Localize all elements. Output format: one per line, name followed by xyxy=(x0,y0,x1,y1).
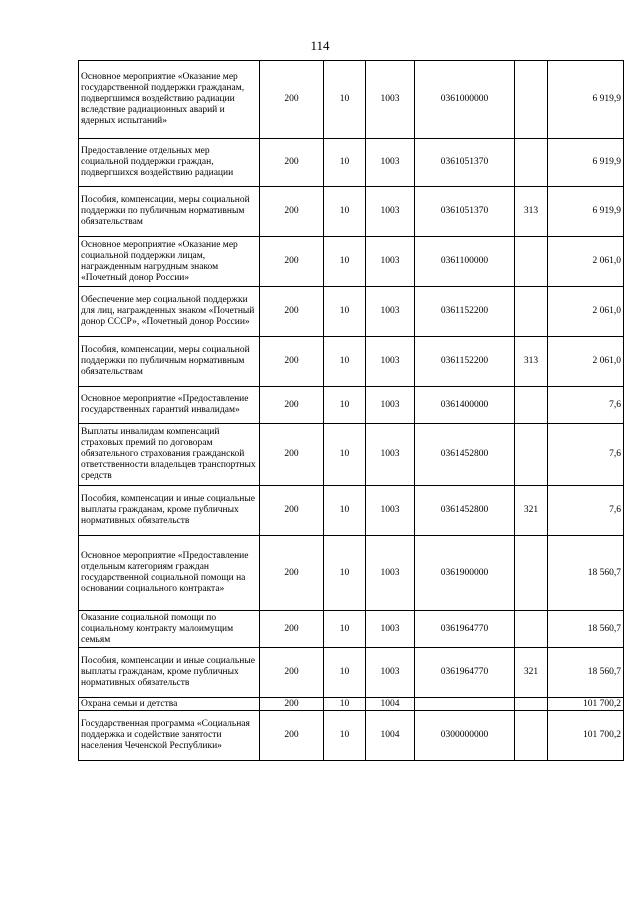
cell-target-article: 0361452800 xyxy=(415,424,515,486)
cell-ministry: 200 xyxy=(260,337,324,387)
cell-target-article: 0361152200 xyxy=(415,287,515,337)
cell-amount: 101 700,2 xyxy=(548,698,624,711)
table-row xyxy=(79,536,624,611)
cell-amount: 6 919,9 xyxy=(548,187,624,237)
cell-target-article: 0361964770 xyxy=(415,648,515,698)
cell-amount: 2 061,0 xyxy=(548,237,624,287)
cell-ministry: 200 xyxy=(260,287,324,337)
cell-target-article: 0361051370 xyxy=(415,139,515,187)
cell-amount: 7,6 xyxy=(548,387,624,424)
cell-expense-type xyxy=(515,237,548,287)
cell-section: 10 xyxy=(324,711,366,761)
cell-amount: 6 919,9 xyxy=(548,61,624,139)
cell-ministry: 200 xyxy=(260,698,324,711)
cell-subsection: 1003 xyxy=(366,611,415,648)
cell-section: 10 xyxy=(324,61,366,139)
cell-subsection: 1003 xyxy=(366,139,415,187)
table-row xyxy=(79,337,624,387)
cell-amount: 2 061,0 xyxy=(548,287,624,337)
table-row xyxy=(79,486,624,536)
cell-name: Пособия, компенсации и иные социальные выплаты гражданам, кроме публичных нормативных обязательств xyxy=(79,486,260,536)
cell-ministry: 200 xyxy=(260,711,324,761)
cell-target-article: 0361964770 xyxy=(415,611,515,648)
cell-expense-type xyxy=(515,287,548,337)
cell-section: 10 xyxy=(324,287,366,337)
cell-expense-type xyxy=(515,139,548,187)
cell-target-article: 0361000000 xyxy=(415,61,515,139)
table-row xyxy=(79,187,624,237)
table-row xyxy=(79,237,624,287)
cell-ministry: 200 xyxy=(260,611,324,648)
cell-ministry: 200 xyxy=(260,648,324,698)
cell-section: 10 xyxy=(324,536,366,611)
cell-name: Основное мероприятие «Предоставление государственных гарантий инвалидам» xyxy=(79,387,260,424)
cell-subsection: 1003 xyxy=(366,337,415,387)
cell-amount: 18 560,7 xyxy=(548,611,624,648)
cell-section: 10 xyxy=(324,424,366,486)
cell-amount: 7,6 xyxy=(548,486,624,536)
cell-expense-type: 313 xyxy=(515,337,548,387)
cell-expense-type xyxy=(515,711,548,761)
cell-section: 10 xyxy=(324,611,366,648)
cell-ministry: 200 xyxy=(260,536,324,611)
cell-ministry: 200 xyxy=(260,387,324,424)
cell-ministry: 200 xyxy=(260,61,324,139)
cell-expense-type: 321 xyxy=(515,486,548,536)
cell-expense-type: 321 xyxy=(515,648,548,698)
cell-target-article xyxy=(415,698,515,711)
cell-ministry: 200 xyxy=(260,139,324,187)
budget-table xyxy=(78,60,624,761)
cell-subsection: 1003 xyxy=(366,287,415,337)
cell-name: Пособия, компенсации и иные социальные выплаты гражданам, кроме публичных нормативных обязательств xyxy=(79,648,260,698)
table-row xyxy=(79,611,624,648)
cell-ministry: 200 xyxy=(260,486,324,536)
cell-target-article: 0361900000 xyxy=(415,536,515,611)
cell-ministry: 200 xyxy=(260,187,324,237)
cell-name: Оказание социальной помощи по социальному контракту малоимущим семьям xyxy=(79,611,260,648)
cell-target-article: 0300000000 xyxy=(415,711,515,761)
cell-expense-type xyxy=(515,536,548,611)
cell-name: Основное мероприятие «Предоставление отдельным категориям граждан государственной социальной помощи на основании социального контракта» xyxy=(79,536,260,611)
cell-target-article: 0361051370 xyxy=(415,187,515,237)
cell-section: 10 xyxy=(324,648,366,698)
cell-name: Обеспечение мер социальной поддержки для лиц, награжденных знаком «Почетный донор СССР», «Почетный донор России» xyxy=(79,287,260,337)
cell-name: Основное мероприятие «Оказание мер социальной поддержки лицам, награжденным нагрудным знаком «Почетный донор России» xyxy=(79,237,260,287)
cell-section: 10 xyxy=(324,387,366,424)
cell-amount: 101 700,2 xyxy=(548,711,624,761)
table-row xyxy=(79,287,624,337)
table-row xyxy=(79,387,624,424)
cell-name: Охрана семьи и детства xyxy=(79,698,260,711)
cell-amount: 7,6 xyxy=(548,424,624,486)
cell-amount: 6 919,9 xyxy=(548,139,624,187)
cell-subsection: 1003 xyxy=(366,61,415,139)
cell-expense-type xyxy=(515,698,548,711)
table-row xyxy=(79,711,624,761)
cell-name: Предоставление отдельных мер социальной поддержки граждан, подвергшихся воздействию радиации xyxy=(79,139,260,187)
cell-subsection: 1003 xyxy=(366,424,415,486)
cell-target-article: 0361152200 xyxy=(415,337,515,387)
cell-section: 10 xyxy=(324,337,366,387)
cell-name: Выплаты инвалидам компенсаций страховых премий по договорам обязательного страхования гражданской ответственности владельцев транспортных средств xyxy=(79,424,260,486)
table-row xyxy=(79,61,624,139)
cell-subsection: 1003 xyxy=(366,648,415,698)
cell-expense-type xyxy=(515,387,548,424)
cell-expense-type xyxy=(515,61,548,139)
cell-name: Государственная программа «Социальная поддержка и содействие занятости населения Чеченской Республики» xyxy=(79,711,260,761)
table-row xyxy=(79,698,624,711)
cell-subsection: 1003 xyxy=(366,387,415,424)
cell-target-article: 0361100000 xyxy=(415,237,515,287)
cell-name: Пособия, компенсации, меры социальной поддержки по публичным нормативным обязательствам xyxy=(79,337,260,387)
cell-section: 10 xyxy=(324,237,366,287)
cell-subsection: 1004 xyxy=(366,698,415,711)
cell-amount: 2 061,0 xyxy=(548,337,624,387)
cell-amount: 18 560,7 xyxy=(548,648,624,698)
cell-subsection: 1003 xyxy=(366,486,415,536)
cell-expense-type xyxy=(515,611,548,648)
cell-expense-type xyxy=(515,424,548,486)
cell-subsection: 1003 xyxy=(366,237,415,287)
cell-subsection: 1004 xyxy=(366,711,415,761)
page-number: 114 xyxy=(310,38,330,53)
budget-table-body xyxy=(79,61,624,761)
cell-section: 10 xyxy=(324,187,366,237)
cell-subsection: 1003 xyxy=(366,187,415,237)
cell-amount: 18 560,7 xyxy=(548,536,624,611)
cell-section: 10 xyxy=(324,139,366,187)
table-row xyxy=(79,424,624,486)
cell-expense-type: 313 xyxy=(515,187,548,237)
cell-section: 10 xyxy=(324,486,366,536)
table-row xyxy=(79,139,624,187)
table-row xyxy=(79,648,624,698)
cell-subsection: 1003 xyxy=(366,536,415,611)
cell-target-article: 0361400000 xyxy=(415,387,515,424)
cell-name: Основное мероприятие «Оказание мер государственной поддержки гражданам, подвергшимся воздействию радиации вследствие радиационных аварий и ядерных испытаний» xyxy=(79,61,260,139)
cell-target-article: 0361452800 xyxy=(415,486,515,536)
cell-name: Пособия, компенсации, меры социальной поддержки по публичным нормативным обязательствам xyxy=(79,187,260,237)
cell-ministry: 200 xyxy=(260,237,324,287)
cell-section: 10 xyxy=(324,698,366,711)
cell-ministry: 200 xyxy=(260,424,324,486)
